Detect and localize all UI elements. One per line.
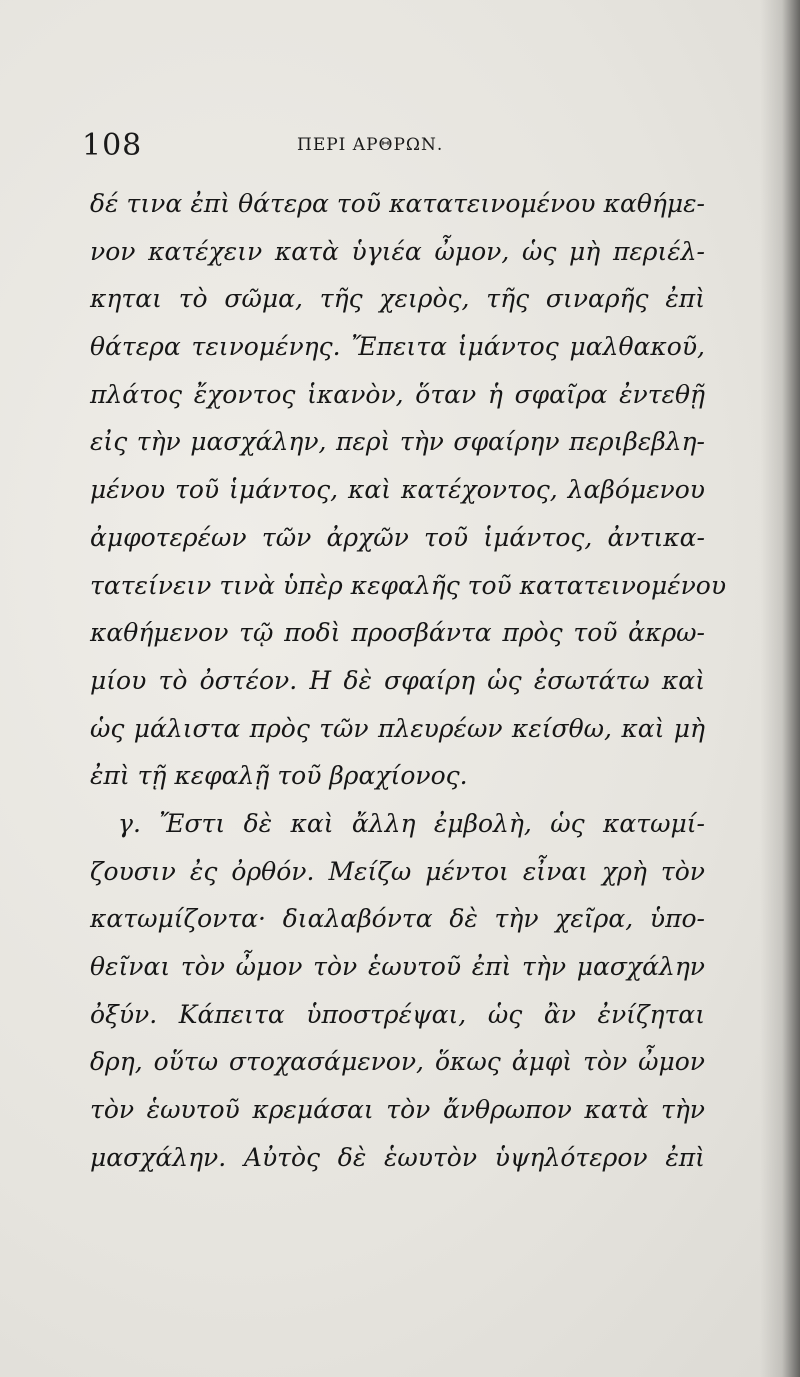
page-number: 108 [82, 128, 143, 163]
text-line: ἐπὶ τῇ κεφαλῇ τοῦ βραχίονος. [90, 761, 468, 791]
text-line: τὸν ἑωυτοῦ κρεμάσαι τὸν ἄνθρωπον κατὰ τὴν [90, 1095, 705, 1125]
text-line: νον κατέχειν κατὰ ὑγιέα ὦμον, ὡς μὴ περιέλ- [90, 236, 705, 266]
text-line: πλάτος ἔχοντος ἱκανὸν, ὅταν ἡ σφαῖρα ἐντεθῇ [90, 379, 705, 409]
text-line: γ. Ἔστι δὲ καὶ ἄλλη ἐμβολὴ, ὡς κατωμί- [118, 808, 705, 838]
text-line: κηται τὸ σῶμα, τῆς χειρὸς, τῆς σιναρῆς ἐπὶ [90, 284, 705, 314]
text-line: καθήμενον τῷ ποδὶ προσβάντα πρὸς τοῦ ἀκρω- [90, 618, 705, 648]
text-line: θεῖναι τὸν ὦμον τὸν ἑωυτοῦ ἐπὶ τὴν μασχάλην [90, 952, 705, 981]
text-line: μένου τοῦ ἱμάντος, καὶ κατέχοντος, λαβόμενου [90, 475, 705, 505]
text-line: δέ τινα ἐπὶ θάτερα τοῦ κατατεινομένου καθήμε- [90, 189, 705, 218]
text-line: ζουσιν ἐς ὀρθόν. Μείζω μέντοι εἶναι χρὴ τὸν [90, 856, 705, 886]
text-line: εἰς τὴν μασχάλην, περὶ τὴν σφαίρην περιβεβλη- [90, 427, 705, 457]
text-line: ὀξύν. Κάπειτα ὑποστρέψαι, ὡς ἂν ἐνίζηται [90, 999, 705, 1029]
body-text [90, 180, 727, 1181]
text-line: μασχάλην. Αὐτὸς δὲ ἑωυτὸν ὑψηλότερον ἐπὶ [90, 1142, 705, 1172]
spine-shadow [760, 0, 800, 1377]
page-header [82, 128, 702, 168]
text-line: θάτερα τεινομένης. Ἔπειτα ἱμάντος μαλθακοῦ, [90, 332, 705, 362]
text-line: κατωμίζοντα· διαλαβόντα δὲ τὴν χεῖρα, ὑπο- [90, 904, 705, 934]
text-line: τατείνειν τινὰ ὑπὲρ κεφαλῆς τοῦ κατατεινομένου [90, 570, 727, 600]
text-line: ἀμφοτερέων τῶν ἀρχῶν τοῦ ἱμάντος, ἀντικα- [90, 522, 705, 552]
text-line: ὡς μάλιστα πρὸς τῶν πλευρέων κείσθω, καὶ μὴ [90, 713, 705, 743]
running-title: ΠΕΡΙ ΑΡΘΡΩΝ. [297, 135, 444, 155]
text-line: μίου τὸ ὀστέον. Η δὲ σφαίρη ὡς ἐσωτάτω καὶ [90, 665, 705, 695]
text-line: δρη, οὕτω στοχασάμενον, ὅκως ἀμφὶ τὸν ὦμον [90, 1047, 705, 1077]
